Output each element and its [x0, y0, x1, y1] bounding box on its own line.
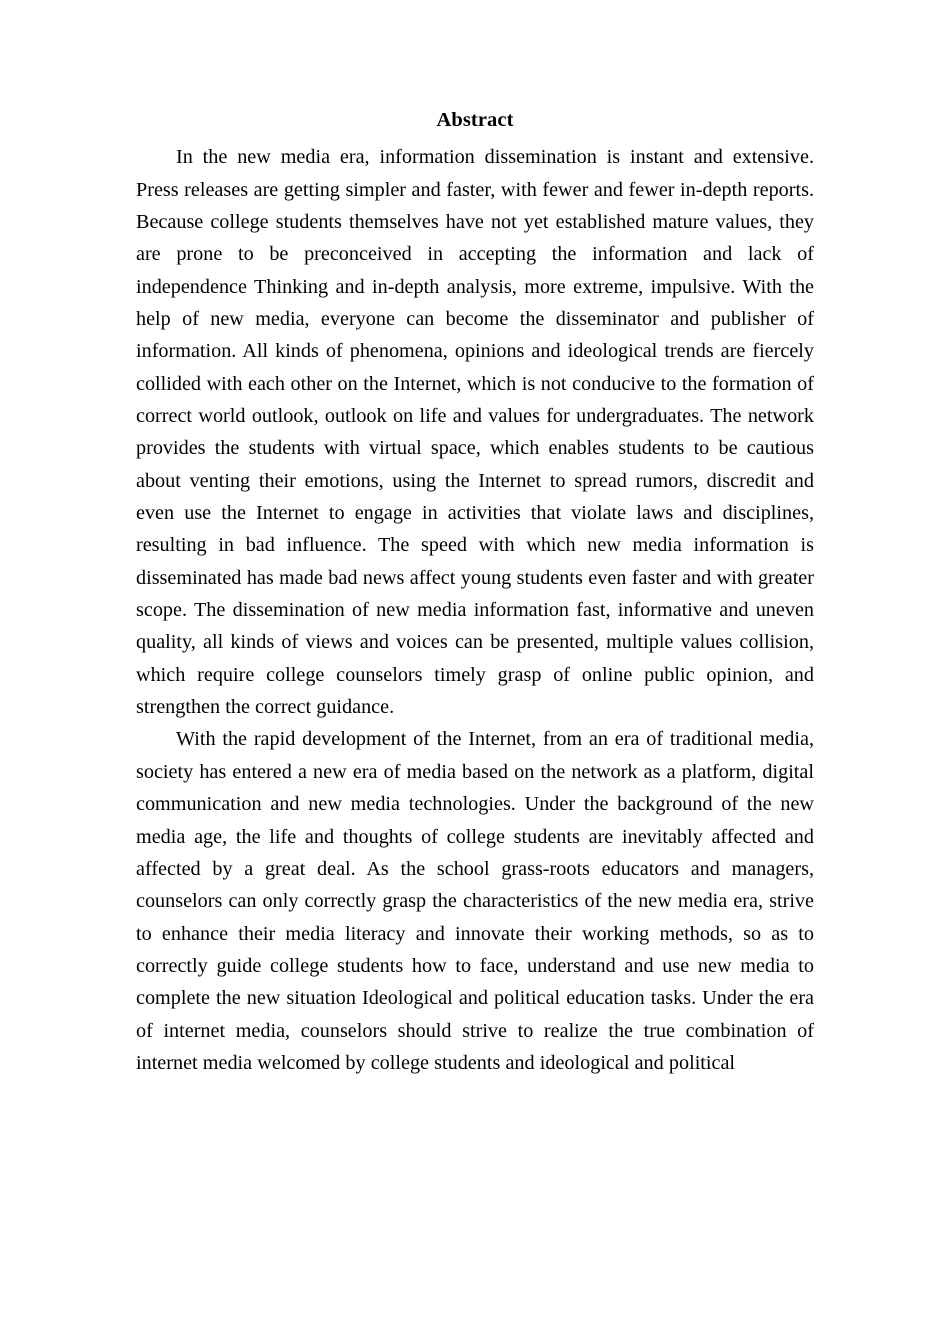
- abstract-paragraph-2: With the rapid development of the Internet, from an era of traditional media, society has entered a new era of media based on the network as a platform, digital communication and new media technologies. Under the background of the new media age, the life and thoughts of college students are inevitably affected and affected by a great deal. As the school grass-roots educators and managers, counselors can only correctly grasp the characteristics of the new media era, strive to enhance their media literacy and innovate their working methods, so as to correctly guide college students how to face, understand and use new media to complete the new situation Ideological and political education tasks. Under the era of internet media, counselors should strive to realize the true combination of internet media welcomed by college students and ideological and political: [136, 728, 814, 1074]
- page-title: Abstract: [436, 109, 514, 131]
- abstract-paragraph-1: In the new media era, information dissemination is instant and extensive. Press releases are getting simpler and faster, with fewer and fewer in-depth reports. Because college students themselves have not yet established mature values, they are prone to be preconceived in accepting the information and lack of independence Thinking and in-depth analysis, more extreme, impulsive. With the help of new media, everyone can become the disseminator and publisher of information. All kinds of phenomena, opinions and ideological trends are fiercely collided with each other on the Internet, which is not conducive to the formation of correct world outlook, outlook on life and values for undergraduates. The network provides the students with virtual space, which enables students to be cautious about venting their emotions, using the Internet to spread rumors, discredit and even use the Internet to engage in activities that violate laws and disciplines, resulting in bad influence. The speed with which new media information is disseminated has made bad news affect young students even faster and with greater scope. The dissemination of new media information fast, informative and uneven quality, all kinds of views and voices can be presented, multiple values collision, which require college counselors timely grasp of online public opinion, and strengthen the correct guidance.: [136, 146, 814, 719]
- document-text-column: [136, 104, 814, 1079]
